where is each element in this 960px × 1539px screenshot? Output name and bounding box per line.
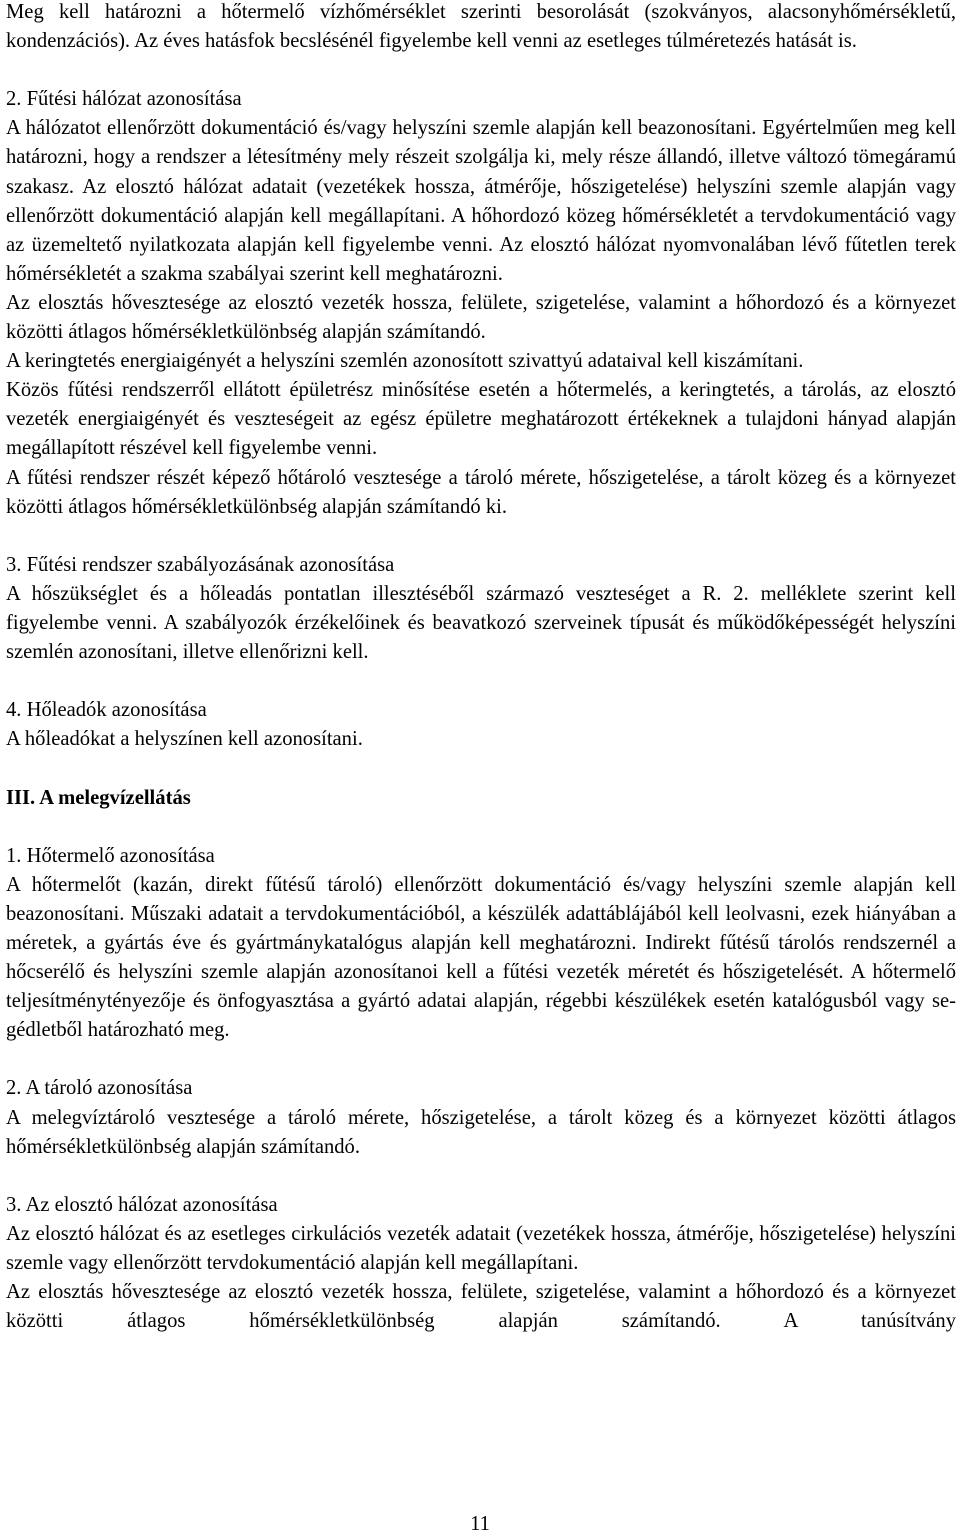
section-heading: 2. A tároló azonosítása	[6, 1077, 193, 1100]
body-paragraph: Az elosztó hálózat és az esetleges cirkulációs vezeték adatait (vezetékek hossza, átmérője, hőszigetelése) helyszíni szemle vagy ellenőrzött tervdokumentáció alapján kell megállapítani.	[6, 1222, 956, 1275]
section-heading: 2. Fűtési hálózat azonosítása	[6, 88, 242, 111]
body-paragraph: A hőtermelőt (kazán, direkt fűtésű tároló) ellenőrzött dokumentáció és/vagy helyszíni szemle alapján kell beazonosítani. Műszaki adatait a tervdokumentációból, a készülék adattáblájából kell leolvasni, ezek hiányában a méretek, a gyártás éve és gyártmánykatalógus alapján kell meghatározni. Indirekt fűtésű tárolós rendszernél a hőcserélő és helyszíni szemle alapján azonosítanoi kell a fűtési vezeték méretét és hőszigetelését. A hőtermelő teljesítménytényezője és önfogyasztása a gyártó adatai alapján, régebbi készülékek esetén katalógusból vagy segédletből határozható meg.	[6, 873, 956, 1042]
section-heading: 3. Fűtési rendszer szabályozásának azonosítása	[6, 553, 395, 576]
chapter-heading: III. A melegvízellátás	[6, 786, 191, 809]
body-paragraph: Az elosztás hővesztesége az elosztó vezeték hossza, felülete, szigetelése, valamint a hőhordozó és a környezet közötti átlagos hőmérsékletkülönbség alapján számítandó. A tanúsítvány	[6, 1281, 956, 1333]
body-paragraph: A hőleadókat a helyszínen kell azonosítani.	[6, 728, 363, 751]
body-paragraph: A fűtési rendszer részét képező hőtároló vesztesége a tároló mérete, hőszigetelése, a tárolt közeg és a környezet közötti átlagos hőmérsékletkülönbség alapján számítandó ki.	[6, 466, 956, 518]
body-paragraph: A keringtetés energiaigényét a helyszíni szemlén azonosított szivattyú adataival kell kiszámítani.	[6, 350, 804, 373]
paragraph-spacer	[6, 1045, 956, 1074]
paragraph-spacer	[6, 522, 956, 551]
paragraph-spacer	[6, 813, 956, 842]
section-heading: 3. Az elosztó hálózat azonosítása	[6, 1193, 278, 1216]
body-paragraph: Közös fűtési rendszerről ellátott épületrész minősítése esetén a hőtermelés, a keringtetés, a tárolás, az elosztó vezeték energiaigényét és veszteségeit az egész épületre meghatározott értékeknek a tulajdoni hányad alapján megállapított részével kell figyelembe venni.	[6, 379, 956, 460]
paragraph-spacer	[6, 1162, 956, 1191]
body-paragraph: A hőszükséglet és a hőleadás pontatlan illesztéséből származó veszteséget a R. 2. melléklete szerint kell figyelembe venni. A szabályozók érzékelőinek és beavatkozó szerveinek típusát és működőképességét helyszíni szemlén azonosítani, illetve ellenőrizni kell.	[6, 582, 956, 664]
body-paragraph: A hálózatot ellenőrzött dokumentáció és/vagy helyszíni szemle alapján kell beazonosítani. Egyértelműen meg kell határozni, hogy a rendszer a létesítmény mely részeit szolgálja ki, mely része állandó, illetve változó tömegáramú szakasz. Az elosztó hálózat adatait (vezetékek hossza, átmérője, hőszigetelése) helyszíni szemle alapján vagy ellenőrzött dokumentáció alapján kell megállapítani. A hőhordozó közeg hőmérsékletét a tervdokumentáció vagy az üzemeltető nyilatkozata alapján kell figyelembe venni. Az elosztó hálózat nyomvonalában lévő fűtetlen terek hőmérsékletét a szakma szabályai szerint kell meghatározni.	[6, 117, 956, 285]
page-number: 11	[470, 1513, 490, 1535]
document-page	[6, 0, 956, 1336]
body-paragraph: Meg kell határozni a hőtermelő vízhőmérséklet szerinti besorolását (szokványos, alacsonyhőmérsékletű, kondenzációs). Az éves hatásfok becslésénél figyelembe kell venni az esetleges túlméretezés hatását is.	[6, 1, 956, 53]
body-paragraph: A melegvíztároló vesztesége a tároló mérete, hőszigetelése, a tárolt közeg és a környezet közötti átlagos hőmérsékletkülönbség alapján számítandó.	[6, 1106, 956, 1158]
section-heading: 1. Hőtermelő azonosítása	[6, 844, 215, 867]
body-paragraph: Az elosztás hővesztesége az elosztó vezeték hossza, felülete, szigetelése, valamint a hőhordozó és a környezet közötti átlagos hőmérsékletkülönbség alapján számítandó.	[6, 291, 956, 344]
paragraph-spacer	[6, 667, 956, 696]
paragraph-spacer	[6, 56, 956, 85]
document-body	[6, 0, 956, 1336]
section-heading: 4. Hőleadók azonosítása	[6, 699, 207, 722]
paragraph-spacer	[6, 754, 956, 783]
